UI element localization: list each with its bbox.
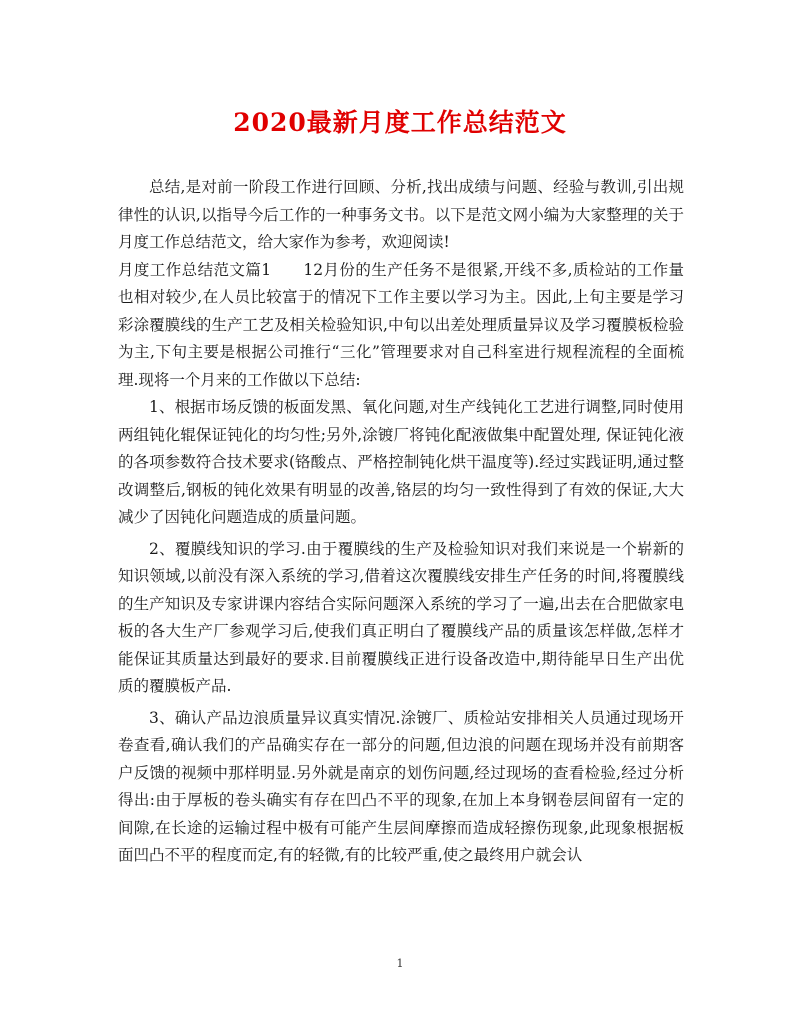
item-paragraph-3: 3、确认产品边浪质量异议真实情况.涂镀厂、质检站安排相关人员通过现场开卷查看,确认我们的产品确实存在一部分的问题,但边浪的问题在现场并没有前期客户反馈的视频中那样明显.另外就是南京的划伤问题,经过现场的查看检验,经过分析得出:由于厚板的卷头确实有存在凹凸不平的现象,在加上本身钢卷层间留有一定的间隙,在长途的运输过程中极有可能产生层间摩擦而造成轻擦伤现象,此现象根据板面凹凸不平的程度而定,有的轻微,有的比较严重,使之最终用户就会认: [118, 708, 684, 864]
item-paragraph-2: 2、覆膜线知识的学习.由于覆膜线的生产及检验知识对我们来说是一个崭新的知识领域,以前没有深入系统的学习,借着这次覆膜线安排生产任务的时间,将覆膜线的生产知识及专家讲课内容结合实际问题深入系统的学习了一遍,出去在合肥做家电板的各大生产厂参观学习后,使我们真正明白了覆膜线产品的质量该怎样做,怎样才能保证其质量达到最好的要求.目前覆膜线正进行设备改造中,期待能早日生产出优质的覆膜板产品.: [118, 539, 684, 695]
page-number: 1: [396, 957, 404, 970]
item-paragraph-1: 1、根据市场反馈的板面发黑、氧化问题,对生产线钝化工艺进行调整,同时使用两组钝化辊保证钝化的均匀性;另外,涂镀厂将钝化配液做集中配置处理, 保证钝化液的各项参数符合技术要求(铬酸点、严格控制钝化烘干温度等).经过实践证明,通过整改调整后,钢板的钝化效果有明显的改善,铬层的均匀一致性得到了有效的保证,大大减少了因钝化问题造成的质量问题。: [118, 398, 684, 526]
document-title: 2020最新月度工作总结范文: [233, 108, 567, 137]
section-paragraph-1: 月度工作总结范文篇1 12月份的生产任务不是很紧,开线不多,质检站的工作量也相对较少,在人员比较富于的情况下工作主要以学习为主。因此,上旬主要是学习彩涂覆膜线的生产工艺及相关检验知识,中旬以出差处理质量异议及学习覆膜板检验为主,下旬主要是根据公司推行“三化”管理要求对自己科室进行规程流程的全面梳理.现将一个月来的工作做以下总结:: [118, 260, 684, 389]
document-body: [118, 174, 684, 870]
intro-paragraph: 总结,是对前一阶段工作进行回顾、分析,找出成绩与问题、经验与教训,引出规律性的认识,以指导今后工作的一种事务文书。以下是范文网小编为大家整理的关于月度工作总结范文，给大家作为参考，欢迎阅读!: [118, 178, 684, 251]
